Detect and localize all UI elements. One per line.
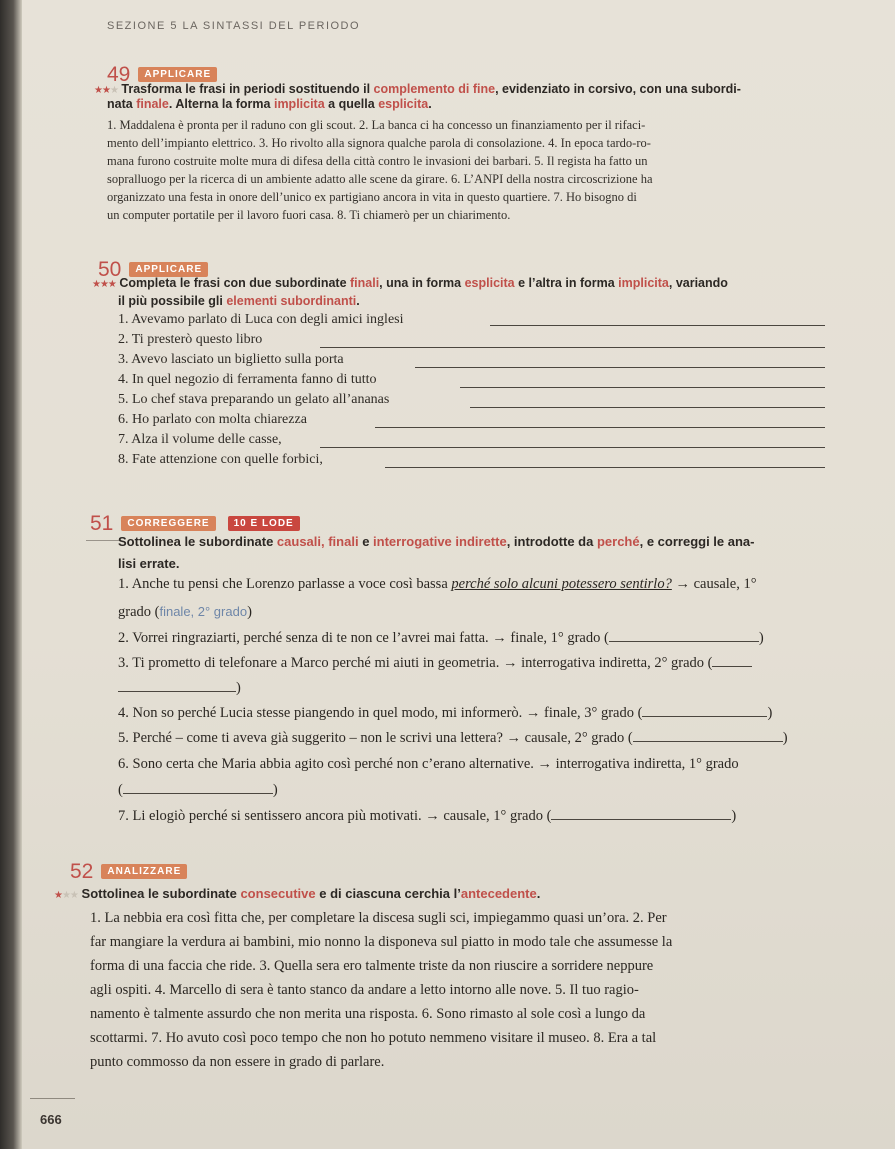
answer-blank[interactable] (642, 715, 767, 717)
exercise-52-line: punto commosso da non essere in grado di parlare. (90, 1054, 385, 1070)
answer-line[interactable] (490, 325, 825, 326)
exercise-51-item-6-cont: ( ) (118, 782, 278, 798)
exercise-52-line: 1. La nebbia era così fitta che, per completare la discesa sugli sci, impiegammo quasi un’ora. 2. Per (90, 910, 667, 926)
answer-line[interactable] (320, 347, 825, 348)
answer-line[interactable] (385, 467, 825, 468)
badge-correggere: CORREGGERE (121, 516, 215, 531)
exercise-49-line: mento dell’impianto elettrico. 3. Ho rivolto alla signora qualche parola di consolazione. 4. In epoca tardo-ro- (107, 136, 651, 150)
answer-blank[interactable] (551, 818, 731, 820)
exercise-51-item-1-correction: grado (finale, 2° grado) (118, 604, 252, 620)
exercise-50-item: 7. Alza il volume delle casse, (118, 432, 282, 447)
exercise-51-item-3: 3. Ti prometto di telefonare a Marco perché mi aiuti in geometria. → interrogativa indiretta, 2° grado ( (118, 655, 752, 672)
difficulty-stars-icon: ★★★ (54, 890, 78, 901)
answer-blank[interactable] (609, 640, 759, 642)
exercise-49-instruction: ★★★ Trasforma le frasi in periodi sostituendo il complemento di fine, evidenziato in corsivo, con una subordi- (94, 82, 741, 96)
exercise-52-line: far mangiare la verdura ai bambini, mio nonno la disponeva sul piatto in modo tale che assumesse la (90, 934, 673, 950)
exercise-number: 49 (107, 63, 131, 86)
section-header: SEZIONE 5 LA SINTASSI DEL PERIODO (107, 20, 361, 32)
difficulty-stars-icon: ★★★ (92, 279, 116, 290)
exercise-50-item: 5. Lo chef stava preparando un gelato all’ananas (118, 392, 390, 407)
page-binding-edge (0, 0, 22, 1149)
exercise-49-line: sopralluogo per la ricerca di un ambiente adatto alle scene da girare. 6. L’ANPI della nostra circoscrizione ha (107, 172, 653, 186)
exercise-50-item: 4. In quel negozio di ferramenta fanno di tutto (118, 372, 377, 387)
exercise-52-line: agli ospiti. 4. Marcello di sera è tanto stanco da andare a letto intorno alle nove. 5. Il tuo ragio- (90, 982, 639, 998)
divider (86, 540, 121, 541)
exercise-51-instruction-line2: lisi errate. (118, 556, 180, 571)
page-number: 666 (40, 1112, 62, 1127)
exercise-51-item-7: 7. Li elogiò perché si sentissero ancora più motivati. → causale, 1° grado ( ) (118, 808, 737, 824)
difficulty-stars-icon: ★★★ (94, 85, 118, 96)
exercise-49-instruction-line2: nata finale. Alterna la forma implicita a quella esplicita. (107, 97, 432, 111)
exercise-51-heading (90, 512, 300, 536)
badge-applicare: APPLICARE (138, 67, 217, 82)
answer-blank[interactable] (118, 690, 236, 692)
exercise-number: 52 (70, 860, 94, 883)
answer-blank[interactable] (633, 740, 783, 742)
exercise-number: 51 (90, 512, 114, 535)
exercise-51-item-4: 4. Non so perché Lucia stesse piangendo in quel modo, mi informerò. → finale, 3° grado ( ) (118, 705, 773, 721)
correction-text: finale, 2° grado (159, 604, 248, 619)
exercise-52-heading (70, 860, 187, 884)
exercise-52-line: forma di una faccia che ride. 3. Quella sera ero talmente triste da non riuscire a sorridere neppure (90, 958, 654, 974)
exercise-51-item-2: 2. Vorrei ringraziarti, perché senza di te non ce l’avrei mai fatta. → finale, 1° grado ( ) (118, 630, 764, 646)
exercise-50-instruction-line2: il più possibile gli elementi subordinanti. (118, 294, 360, 308)
exercise-52-line: scottarmi. 7. Ho avuto così poco tempo che non ho potuto nemmeno visitare il museo. 8. Era a tal (90, 1030, 657, 1046)
exercise-49-line: organizzato una festa in onore dell’unico ex partigiano ancora in vita in questo quartiere. 7. Ho bisogno di (107, 190, 637, 204)
exercise-52-instruction: ★★★ Sottolinea le subordinate consecutive e di ciascuna cerchia l’antecedente. (54, 886, 541, 901)
exercise-51-item-1: 1. Anche tu pensi che Lorenzo parlasse a voce così bassa perché solo alcuni potessero sentirlo? → causale, 1° (118, 576, 757, 592)
exercise-50-item: 2. Ti presterò questo libro (118, 332, 263, 347)
exercise-50-item: 3. Avevo lasciato un biglietto sulla porta (118, 352, 344, 367)
badge-10-e-lode: 10 E LODE (228, 516, 300, 531)
answer-line[interactable] (460, 387, 825, 388)
badge-applicare: APPLICARE (129, 262, 208, 277)
exercise-49-line: 1. Maddalena è pronta per il raduno con gli scout. 2. La banca ci ha concesso un finanziamento per il rifaci- (107, 118, 646, 132)
answer-line[interactable] (470, 407, 825, 408)
answer-blank[interactable] (123, 792, 273, 794)
exercise-51-item-3-cont: ) (118, 680, 241, 697)
exercise-51-item-6: 6. Sono certa che Maria abbia agito così perché non c’erano alternative. → interrogativa indiretta, 1° grado (118, 756, 739, 772)
exercise-51-item-5: 5. Perché – come ti aveva già suggerito – non le scrivi una lettera? → causale, 2° grado ( ) (118, 730, 788, 746)
answer-blank[interactable] (712, 665, 752, 667)
exercise-50-item: 1. Avevamo parlato di Luca con degli amici inglesi (118, 312, 404, 327)
exercise-49-line: mana furono costruite molte mura di difesa della città contro le invasioni dei barbari. 5. Il regista ha fatto un (107, 154, 648, 168)
badge-analizzare: ANALIZZARE (101, 864, 187, 879)
exercise-50-instruction: ★★★ Completa le frasi con due subordinate finali, una in forma esplicita e l’altra in forma implicita, variando (92, 276, 728, 290)
exercise-51-instruction: Sottolinea le subordinate causali, finali e interrogative indirette, introdotte da perché, e correggi le ana- (118, 534, 755, 549)
exercise-50-item: 8. Fate attenzione con quelle forbici, (118, 452, 323, 467)
footer-divider (30, 1098, 75, 1099)
exercise-50-item: 6. Ho parlato con molta chiarezza (118, 412, 307, 427)
answer-line[interactable] (320, 447, 825, 448)
exercise-49-line: un computer portatile per il lavoro fuori casa. 8. Ti chiamerò per un chiarimento. (107, 208, 511, 222)
exercise-number: 50 (98, 258, 122, 281)
exercise-52-line: namento è talmente assurdo che non merita una risposta. 6. Sono rimasto al sole così a lungo da (90, 1006, 646, 1022)
answer-line[interactable] (375, 427, 825, 428)
answer-line[interactable] (415, 367, 825, 368)
